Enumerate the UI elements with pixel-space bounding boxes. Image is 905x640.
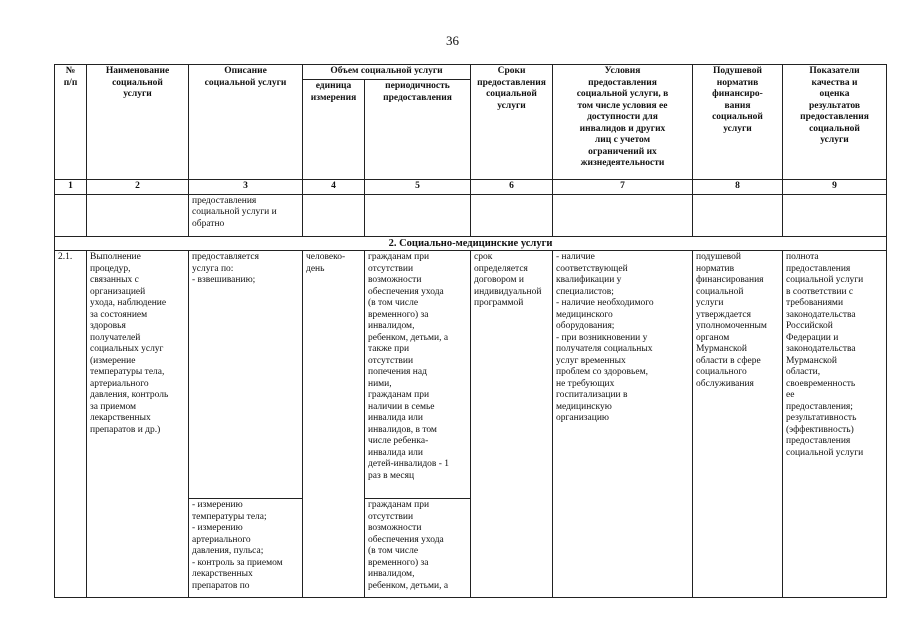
- header-terms: Сроки предоставления социальной услуги: [471, 65, 553, 180]
- column-number: 7: [553, 180, 693, 195]
- section-title: 2. Социально-медицинские услуги: [55, 236, 887, 251]
- header-volume: Объем социальной услуги: [303, 65, 471, 80]
- column-number: 3: [189, 180, 303, 195]
- service-indicators: полнота предоставления социальной услуги в соответствии с требованиями законодательства Российской Федерации и законодательства Мурманской области, своевременность ее предоставления; результативность (эффективность) предоставления социальной услуги: [783, 251, 887, 598]
- empty-cell: [303, 194, 365, 236]
- service-periodicity: гражданам при отсутствии возможности обеспечения ухода (в том числе временного) за инвалидом, ребенком, детьми, а также при отсутствии попечения над ними, гражданам при наличии в семье инвалида или инвалидов, в том числе ребенка- инвалида или детей-инвалидов - 1 раз в месяц: [365, 251, 471, 499]
- page-number: 36: [446, 33, 459, 48]
- service-row: [55, 251, 887, 499]
- header-indicators: Показатели качества и оценка результатов предоставления социальной услуги: [783, 65, 887, 180]
- header-num: № п/п: [55, 65, 87, 180]
- empty-cell: [365, 194, 471, 236]
- column-numbers-row: [55, 180, 887, 195]
- service-description-continued: - измерению температуры тела; - измерению артериального давления, пульса; - контроль за приемом лекарственных препаратов по: [189, 499, 303, 598]
- header-description: Описание социальной услуги: [189, 65, 303, 180]
- services-table: [54, 64, 887, 598]
- column-number: 4: [303, 180, 365, 195]
- column-number: 8: [693, 180, 783, 195]
- column-number: 2: [87, 180, 189, 195]
- header-norm: Подушевой норматив финансиро- вания социальной услуги: [693, 65, 783, 180]
- header-periodicity: периодичность предоставления: [365, 80, 471, 180]
- empty-cell: [87, 194, 189, 236]
- continuation-row: [55, 194, 887, 236]
- column-number: 5: [365, 180, 471, 195]
- empty-cell: [55, 194, 87, 236]
- service-unit: человеко- день: [303, 251, 365, 598]
- service-num: 2.1.: [55, 251, 87, 598]
- service-name: Выполнение процедур, связанных с организацией ухода, наблюдение за состоянием здоровья получателей социальных услуг (измерение температуры тела, артериального давления, контроль за приемом лекарственных препаратов и др.): [87, 251, 189, 598]
- empty-cell: [553, 194, 693, 236]
- service-norm: подушевой норматив финансирования социальной услуги утверждается уполномоченным органом Мурманской области в сфере социального обслуживания: [693, 251, 783, 598]
- service-conditions: - наличие соответствующей квалификации у специалистов; - наличие необходимого медицинского оборудования; - при возникновении у получателя социальных услуг временных проблем со здоровьем, не требующих госпитализации в медицинскую организацию: [553, 251, 693, 598]
- service-periodicity-continued: гражданам при отсутствии возможности обеспечения ухода (в том числе временного) за инвалидом, ребенком, детьми, а: [365, 499, 471, 598]
- section-row: [55, 236, 887, 251]
- empty-cell: [471, 194, 553, 236]
- service-description: предоставляется услуга по: - взвешиванию;: [189, 251, 303, 499]
- column-number: 1: [55, 180, 87, 195]
- header-unit: единица измерения: [303, 80, 365, 180]
- service-terms: срок определяется договором и индивидуальной программой: [471, 251, 553, 598]
- empty-cell: [693, 194, 783, 236]
- header-name: Наименование социальной услуги: [87, 65, 189, 180]
- column-number: 9: [783, 180, 887, 195]
- column-number: 6: [471, 180, 553, 195]
- empty-cell: [783, 194, 887, 236]
- header-conditions: Условия предоставления социальной услуги, в том числе условия ее доступности для инвалидов и других лиц с учетом ограничений их жизнедеятельности: [553, 65, 693, 180]
- continuation-description: предоставления социальной услуги и обратно: [189, 194, 303, 236]
